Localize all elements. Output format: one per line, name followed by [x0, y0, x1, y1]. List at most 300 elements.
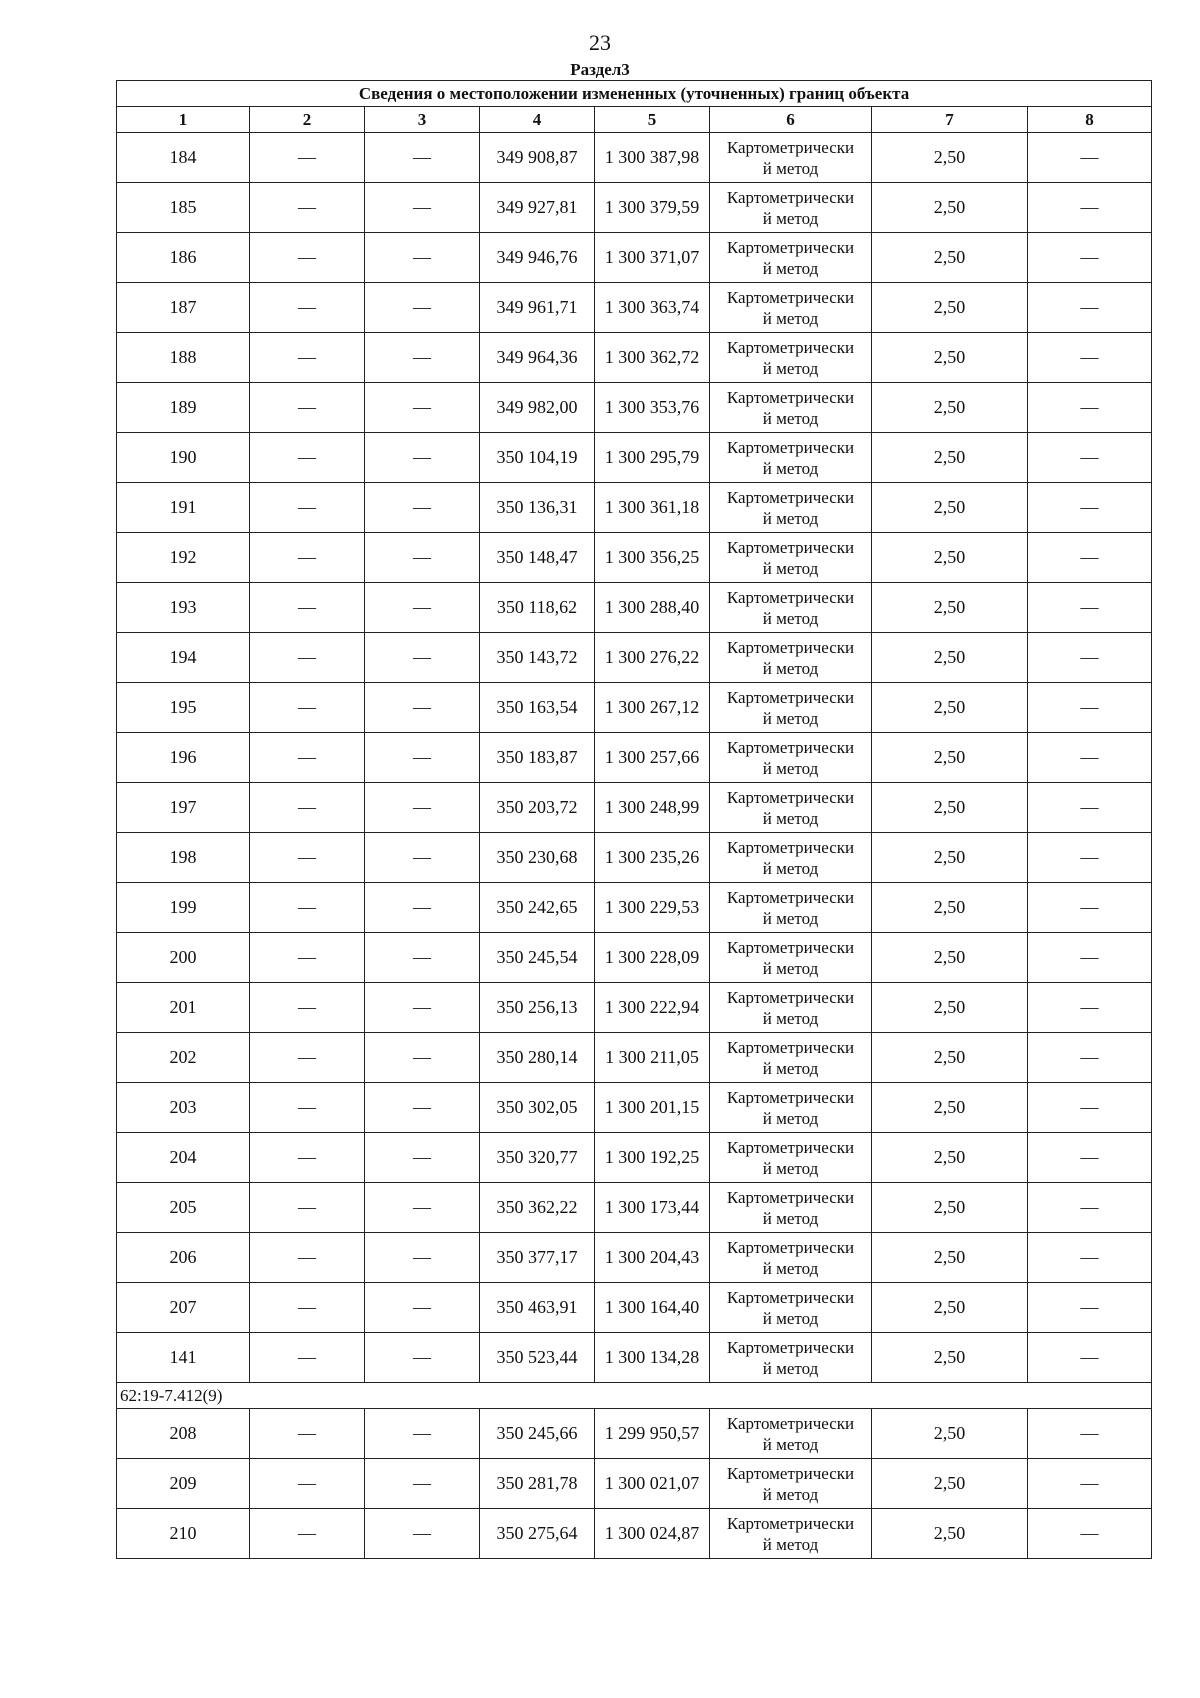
method-cell: [710, 383, 872, 433]
empty-dash-cell: —: [1028, 533, 1152, 583]
coordinate-y-cell: 1 300 387,98: [595, 133, 710, 183]
accuracy-cell: 2,50: [872, 283, 1028, 333]
empty-dash-cell: —: [1028, 333, 1152, 383]
table-row: [117, 1083, 1152, 1133]
column-header: 5: [595, 107, 710, 133]
empty-dash-cell: —: [1028, 833, 1152, 883]
point-number-cell: 207: [117, 1283, 250, 1333]
method-cell: [710, 1459, 872, 1509]
method-text-line1: Картометрически: [726, 1513, 855, 1533]
empty-dash-cell: —: [250, 1459, 365, 1509]
empty-dash-cell: —: [1028, 633, 1152, 683]
method-text-line2: й метод: [762, 1108, 819, 1128]
method-text-line2: й метод: [762, 158, 819, 178]
point-number-cell: 185: [117, 183, 250, 233]
empty-dash-cell: —: [250, 583, 365, 633]
coordinate-x-cell: 350 104,19: [480, 433, 595, 483]
method-text-line1: Картометрически: [726, 1037, 855, 1057]
method-text-line1: Картометрически: [726, 787, 855, 807]
table-row: [117, 1333, 1152, 1383]
accuracy-cell: 2,50: [872, 833, 1028, 883]
empty-dash-cell: —: [1028, 433, 1152, 483]
table-row: [117, 283, 1152, 333]
table-row: [117, 1459, 1152, 1509]
empty-dash-cell: —: [365, 683, 480, 733]
coordinate-x-cell: 349 964,36: [480, 333, 595, 383]
method-cell: [710, 933, 872, 983]
empty-dash-cell: —: [365, 283, 480, 333]
method-text-line2: й метод: [762, 708, 819, 728]
method-text-line1: Картометрически: [726, 1463, 855, 1483]
empty-dash-cell: —: [365, 333, 480, 383]
accuracy-cell: 2,50: [872, 633, 1028, 683]
group-label-row: [117, 1383, 1152, 1409]
page-number: 23: [589, 30, 611, 55]
method-text-line2: й метод: [762, 458, 819, 478]
accuracy-cell: 2,50: [872, 1459, 1028, 1509]
method-text-line1: Картометрически: [726, 387, 855, 407]
column-header: 6: [710, 107, 872, 133]
empty-dash-cell: —: [1028, 1233, 1152, 1283]
empty-dash-cell: —: [250, 1233, 365, 1283]
coordinate-x-cell: 350 463,91: [480, 1283, 595, 1333]
empty-dash-cell: —: [250, 433, 365, 483]
coordinate-x-cell: 350 275,64: [480, 1509, 595, 1559]
coordinate-y-cell: 1 300 248,99: [595, 783, 710, 833]
accuracy-cell: 2,50: [872, 233, 1028, 283]
coordinate-x-cell: 349 961,71: [480, 283, 595, 333]
coordinate-x-cell: 350 280,14: [480, 1033, 595, 1083]
coordinate-y-cell: 1 300 371,07: [595, 233, 710, 283]
method-text-line2: й метод: [762, 658, 819, 678]
column-header: 1: [117, 107, 250, 133]
method-text-line2: й метод: [762, 1158, 819, 1178]
empty-dash-cell: —: [365, 733, 480, 783]
coordinate-x-cell: 350 242,65: [480, 883, 595, 933]
method-text-line2: й метод: [762, 1258, 819, 1278]
method-cell: [710, 1333, 872, 1383]
point-number-cell: 188: [117, 333, 250, 383]
coordinate-y-cell: 1 300 361,18: [595, 483, 710, 533]
empty-dash-cell: —: [250, 1183, 365, 1233]
empty-dash-cell: —: [250, 883, 365, 933]
method-text-line1: Картометрически: [726, 537, 855, 557]
coordinate-y-cell: 1 300 211,05: [595, 1033, 710, 1083]
empty-dash-cell: —: [1028, 483, 1152, 533]
accuracy-cell: 2,50: [872, 783, 1028, 833]
table-row: [117, 1133, 1152, 1183]
table-row: [117, 933, 1152, 983]
empty-dash-cell: —: [365, 1233, 480, 1283]
coordinate-x-cell: 350 256,13: [480, 983, 595, 1033]
coordinate-x-cell: 350 143,72: [480, 633, 595, 683]
empty-dash-cell: —: [250, 983, 365, 1033]
method-text-line1: Картометрически: [726, 1337, 855, 1357]
accuracy-cell: 2,50: [872, 883, 1028, 933]
coordinate-x-cell: 350 163,54: [480, 683, 595, 733]
point-number-cell: 203: [117, 1083, 250, 1133]
method-cell: [710, 483, 872, 533]
coordinate-y-cell: 1 300 276,22: [595, 633, 710, 683]
method-text-line2: й метод: [762, 1208, 819, 1228]
method-text-line1: Картометрически: [726, 1187, 855, 1207]
table-row: [117, 1233, 1152, 1283]
method-text-line2: й метод: [762, 808, 819, 828]
method-cell: [710, 1133, 872, 1183]
empty-dash-cell: —: [250, 533, 365, 583]
method-text-line1: Картометрически: [726, 987, 855, 1007]
method-text-line1: Картометрически: [726, 287, 855, 307]
accuracy-cell: 2,50: [872, 1333, 1028, 1383]
method-text-line1: Картометрически: [726, 937, 855, 957]
point-number-cell: 205: [117, 1183, 250, 1233]
method-text-line2: й метод: [762, 308, 819, 328]
coordinate-y-cell: 1 300 363,74: [595, 283, 710, 333]
method-cell: [710, 433, 872, 483]
point-number-cell: 196: [117, 733, 250, 783]
method-text-line2: й метод: [762, 1008, 819, 1028]
method-cell: [710, 1283, 872, 1333]
method-cell: [710, 783, 872, 833]
empty-dash-cell: —: [365, 233, 480, 283]
column-header-row: [117, 107, 1152, 133]
table-row: [117, 633, 1152, 683]
column-header: 4: [480, 107, 595, 133]
method-text-line2: й метод: [762, 508, 819, 528]
point-number-cell: 195: [117, 683, 250, 733]
method-text-line1: Картометрически: [726, 187, 855, 207]
method-text-line1: Картометрически: [726, 887, 855, 907]
empty-dash-cell: —: [1028, 1409, 1152, 1459]
coordinate-x-cell: 350 148,47: [480, 533, 595, 583]
coordinate-y-cell: 1 300 204,43: [595, 1233, 710, 1283]
accuracy-cell: 2,50: [872, 933, 1028, 983]
table-row: [117, 483, 1152, 533]
coordinate-x-cell: 350 302,05: [480, 1083, 595, 1133]
coordinate-x-cell: 350 203,72: [480, 783, 595, 833]
empty-dash-cell: —: [250, 783, 365, 833]
table-row: [117, 383, 1152, 433]
accuracy-cell: 2,50: [872, 1233, 1028, 1283]
table-row: [117, 183, 1152, 233]
table-row: [117, 983, 1152, 1033]
empty-dash-cell: —: [365, 383, 480, 433]
empty-dash-cell: —: [250, 333, 365, 383]
coordinate-y-cell: 1 300 379,59: [595, 183, 710, 233]
empty-dash-cell: —: [250, 933, 365, 983]
empty-dash-cell: —: [365, 1183, 480, 1233]
table-row: [117, 333, 1152, 383]
coordinate-x-cell: 350 245,66: [480, 1409, 595, 1459]
empty-dash-cell: —: [1028, 733, 1152, 783]
empty-dash-cell: —: [250, 1133, 365, 1183]
method-text-line2: й метод: [762, 208, 819, 228]
point-number-cell: 200: [117, 933, 250, 983]
table-row: [117, 433, 1152, 483]
coordinate-y-cell: 1 300 362,72: [595, 333, 710, 383]
table-row: [117, 1033, 1152, 1083]
method-text-line2: й метод: [762, 908, 819, 928]
empty-dash-cell: —: [250, 733, 365, 783]
coordinate-x-cell: 350 281,78: [480, 1459, 595, 1509]
method-cell: [710, 883, 872, 933]
coordinate-x-cell: 350 320,77: [480, 1133, 595, 1183]
table-row: [117, 1183, 1152, 1233]
method-text-line1: Картометрически: [726, 737, 855, 757]
accuracy-cell: 2,50: [872, 1033, 1028, 1083]
empty-dash-cell: —: [1028, 783, 1152, 833]
table-row: [117, 1409, 1152, 1459]
empty-dash-cell: —: [365, 633, 480, 683]
method-cell: [710, 833, 872, 883]
point-number-cell: 206: [117, 1233, 250, 1283]
coordinates-table: [116, 80, 1152, 1559]
accuracy-cell: 2,50: [872, 683, 1028, 733]
point-number-cell: 193: [117, 583, 250, 633]
empty-dash-cell: —: [365, 833, 480, 883]
empty-dash-cell: —: [365, 183, 480, 233]
coordinate-x-cell: 350 377,17: [480, 1233, 595, 1283]
method-cell: [710, 633, 872, 683]
table-row: [117, 683, 1152, 733]
empty-dash-cell: —: [1028, 1133, 1152, 1183]
point-number-cell: 201: [117, 983, 250, 1033]
table-row: [117, 533, 1152, 583]
empty-dash-cell: —: [365, 1409, 480, 1459]
method-cell: [710, 1233, 872, 1283]
empty-dash-cell: —: [250, 1283, 365, 1333]
method-text-line1: Картометрически: [726, 137, 855, 157]
empty-dash-cell: —: [1028, 233, 1152, 283]
point-number-cell: 210: [117, 1509, 250, 1559]
method-cell: [710, 1183, 872, 1233]
point-number-cell: 186: [117, 233, 250, 283]
method-text-line1: Картометрически: [726, 587, 855, 607]
point-number-cell: 208: [117, 1409, 250, 1459]
accuracy-cell: 2,50: [872, 183, 1028, 233]
point-number-cell: 192: [117, 533, 250, 583]
method-cell: [710, 183, 872, 233]
column-header: 3: [365, 107, 480, 133]
coordinate-y-cell: 1 300 267,12: [595, 683, 710, 733]
empty-dash-cell: —: [250, 1083, 365, 1133]
accuracy-cell: 2,50: [872, 533, 1028, 583]
point-number-cell: 184: [117, 133, 250, 183]
method-cell: [710, 583, 872, 633]
method-text-line2: й метод: [762, 1484, 819, 1504]
coordinate-y-cell: 1 300 257,66: [595, 733, 710, 783]
accuracy-cell: 2,50: [872, 433, 1028, 483]
coordinate-x-cell: 350 118,62: [480, 583, 595, 633]
point-number-cell: 187: [117, 283, 250, 333]
method-cell: [710, 983, 872, 1033]
empty-dash-cell: —: [250, 483, 365, 533]
coordinate-x-cell: 349 946,76: [480, 233, 595, 283]
table-caption: Сведения о местоположении измененных (уточненных) границ объекта: [117, 81, 1152, 107]
accuracy-cell: 2,50: [872, 583, 1028, 633]
coordinate-y-cell: 1 300 229,53: [595, 883, 710, 933]
accuracy-cell: 2,50: [872, 1083, 1028, 1133]
column-header: 7: [872, 107, 1028, 133]
empty-dash-cell: —: [1028, 1083, 1152, 1133]
empty-dash-cell: —: [1028, 983, 1152, 1033]
empty-dash-cell: —: [1028, 883, 1152, 933]
empty-dash-cell: —: [1028, 683, 1152, 733]
empty-dash-cell: —: [365, 133, 480, 183]
coordinate-y-cell: 1 300 164,40: [595, 1283, 710, 1333]
group-label: 62:19-7.412(9): [117, 1383, 1152, 1409]
empty-dash-cell: —: [365, 1083, 480, 1133]
empty-dash-cell: —: [365, 1283, 480, 1333]
point-number-cell: 189: [117, 383, 250, 433]
coordinate-y-cell: 1 300 353,76: [595, 383, 710, 433]
empty-dash-cell: —: [1028, 933, 1152, 983]
table-row: [117, 1509, 1152, 1559]
method-text-line2: й метод: [762, 958, 819, 978]
method-cell: [710, 1033, 872, 1083]
empty-dash-cell: —: [250, 1033, 365, 1083]
empty-dash-cell: —: [250, 383, 365, 433]
empty-dash-cell: —: [365, 1333, 480, 1383]
coordinate-x-cell: 350 245,54: [480, 933, 595, 983]
method-cell: [710, 1409, 872, 1459]
empty-dash-cell: —: [365, 1509, 480, 1559]
method-cell: [710, 1083, 872, 1133]
point-number-cell: 194: [117, 633, 250, 683]
empty-dash-cell: —: [365, 583, 480, 633]
method-text-line2: й метод: [762, 558, 819, 578]
method-text-line1: Картометрически: [726, 1087, 855, 1107]
empty-dash-cell: —: [250, 833, 365, 883]
accuracy-cell: 2,50: [872, 483, 1028, 533]
empty-dash-cell: —: [365, 533, 480, 583]
coordinate-y-cell: 1 300 288,40: [595, 583, 710, 633]
accuracy-cell: 2,50: [872, 733, 1028, 783]
empty-dash-cell: —: [1028, 1509, 1152, 1559]
method-text-line2: й метод: [762, 1058, 819, 1078]
empty-dash-cell: —: [1028, 1459, 1152, 1509]
method-text-line1: Картометрически: [726, 1413, 855, 1433]
empty-dash-cell: —: [250, 1333, 365, 1383]
coordinate-y-cell: 1 300 222,94: [595, 983, 710, 1033]
method-text-line2: й метод: [762, 1434, 819, 1454]
empty-dash-cell: —: [250, 683, 365, 733]
empty-dash-cell: —: [1028, 283, 1152, 333]
empty-dash-cell: —: [1028, 583, 1152, 633]
method-text-line2: й метод: [762, 1358, 819, 1378]
method-text-line2: й метод: [762, 608, 819, 628]
coordinate-x-cell: 349 982,00: [480, 383, 595, 433]
empty-dash-cell: —: [365, 783, 480, 833]
coordinate-x-cell: 349 908,87: [480, 133, 595, 183]
table-body: [117, 133, 1152, 1559]
table-row: [117, 883, 1152, 933]
point-number-cell: 204: [117, 1133, 250, 1183]
point-number-cell: 141: [117, 1333, 250, 1383]
empty-dash-cell: —: [365, 1459, 480, 1509]
empty-dash-cell: —: [365, 1033, 480, 1083]
empty-dash-cell: —: [250, 1409, 365, 1459]
column-header: 8: [1028, 107, 1152, 133]
point-number-cell: 197: [117, 783, 250, 833]
method-text-line2: й метод: [762, 758, 819, 778]
point-number-cell: 202: [117, 1033, 250, 1083]
point-number-cell: 190: [117, 433, 250, 483]
empty-dash-cell: —: [365, 933, 480, 983]
accuracy-cell: 2,50: [872, 383, 1028, 433]
coordinate-y-cell: 1 300 228,09: [595, 933, 710, 983]
method-text-line1: Картометрически: [726, 837, 855, 857]
method-text-line1: Картометрически: [726, 687, 855, 707]
coordinate-y-cell: 1 300 173,44: [595, 1183, 710, 1233]
accuracy-cell: 2,50: [872, 1283, 1028, 1333]
coordinate-y-cell: 1 300 192,25: [595, 1133, 710, 1183]
accuracy-cell: 2,50: [872, 983, 1028, 1033]
empty-dash-cell: —: [1028, 183, 1152, 233]
empty-dash-cell: —: [1028, 383, 1152, 433]
empty-dash-cell: —: [1028, 1033, 1152, 1083]
coordinate-y-cell: 1 300 295,79: [595, 433, 710, 483]
method-text-line2: й метод: [762, 358, 819, 378]
coordinate-y-cell: 1 300 134,28: [595, 1333, 710, 1383]
empty-dash-cell: —: [365, 983, 480, 1033]
coordinate-x-cell: 350 136,31: [480, 483, 595, 533]
table-row: [117, 1283, 1152, 1333]
point-number-cell: 191: [117, 483, 250, 533]
empty-dash-cell: —: [1028, 1333, 1152, 1383]
coordinate-y-cell: 1 300 024,87: [595, 1509, 710, 1559]
coordinate-x-cell: 350 230,68: [480, 833, 595, 883]
method-text-line2: й метод: [762, 258, 819, 278]
coordinate-y-cell: 1 300 356,25: [595, 533, 710, 583]
section-title: Раздел3: [570, 60, 630, 79]
method-text-line2: й метод: [762, 858, 819, 878]
empty-dash-cell: —: [250, 633, 365, 683]
coordinate-x-cell: 349 927,81: [480, 183, 595, 233]
method-text-line1: Картометрически: [726, 1137, 855, 1157]
method-text-line1: Картометрически: [726, 237, 855, 257]
table-row: [117, 233, 1152, 283]
accuracy-cell: 2,50: [872, 1133, 1028, 1183]
point-number-cell: 199: [117, 883, 250, 933]
table-row: [117, 833, 1152, 883]
empty-dash-cell: —: [365, 483, 480, 533]
method-cell: [710, 333, 872, 383]
empty-dash-cell: —: [250, 283, 365, 333]
method-cell: [710, 133, 872, 183]
empty-dash-cell: —: [1028, 1183, 1152, 1233]
empty-dash-cell: —: [365, 1133, 480, 1183]
table-row: [117, 133, 1152, 183]
method-text-line1: Картометрически: [726, 1287, 855, 1307]
empty-dash-cell: —: [250, 1509, 365, 1559]
accuracy-cell: 2,50: [872, 1509, 1028, 1559]
empty-dash-cell: —: [365, 883, 480, 933]
method-cell: [710, 683, 872, 733]
accuracy-cell: 2,50: [872, 333, 1028, 383]
coordinate-y-cell: 1 300 021,07: [595, 1459, 710, 1509]
method-text-line1: Картометрически: [726, 1237, 855, 1257]
point-number-cell: 198: [117, 833, 250, 883]
method-text-line1: Картометрически: [726, 337, 855, 357]
method-cell: [710, 733, 872, 783]
method-text-line1: Картометрически: [726, 437, 855, 457]
empty-dash-cell: —: [365, 433, 480, 483]
coordinate-y-cell: 1 299 950,57: [595, 1409, 710, 1459]
empty-dash-cell: —: [250, 133, 365, 183]
accuracy-cell: 2,50: [872, 1409, 1028, 1459]
empty-dash-cell: —: [1028, 133, 1152, 183]
